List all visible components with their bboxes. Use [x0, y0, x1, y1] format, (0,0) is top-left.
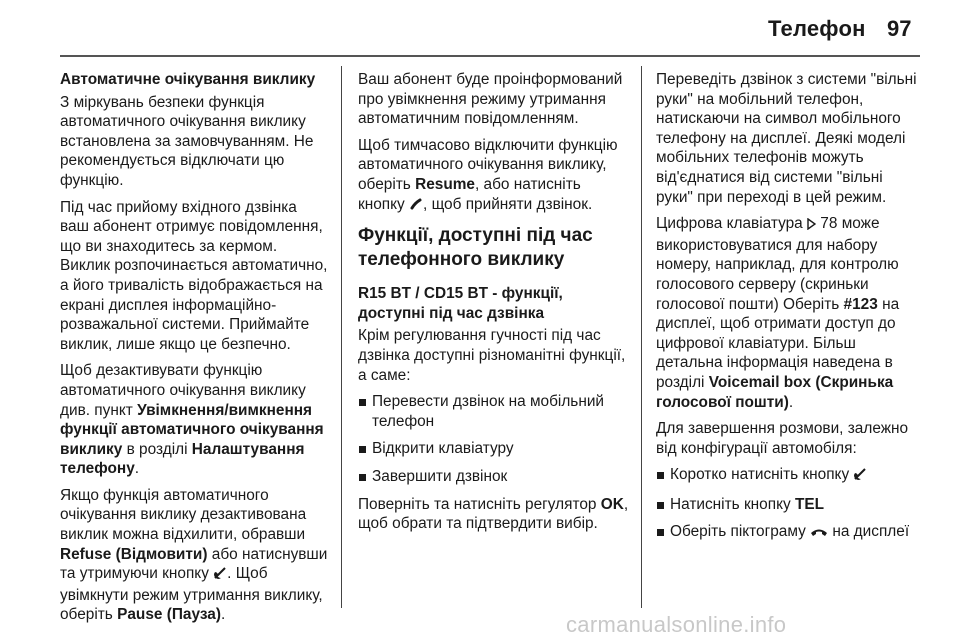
phone-hangup-icon: [213, 566, 227, 586]
list-item: Перевести дзвінок на мобільний телефон: [358, 392, 630, 431]
paragraph: Крім регулювання гучності під час дзвінка доступні різноманітні функції, а саме:: [358, 327, 626, 384]
paragraph: Для завершення розмови, залежно від конфігурації автомобіля:: [656, 420, 909, 457]
section-reference: Налаштування телефону: [60, 440, 305, 478]
page-reference: 78: [820, 215, 838, 233]
middle-column: [358, 70, 630, 541]
paragraph: Щоб тимчасово відключити функцію автоматичного очікування виклику, оберіть Resume, або натисніть кнопку , щоб прийняти дзвінок.: [358, 136, 630, 216]
bullet-list: [358, 392, 630, 486]
option-reference: #123: [843, 295, 878, 313]
header-divider: [60, 55, 920, 57]
page-number: 97: [887, 16, 912, 41]
sub-heading: R15 BT / CD15 BT - функції, доступні під час дзвінка: [358, 285, 563, 322]
paragraph: Поверніть та натисніть регулятор OK, щоб обрати та підтвердити вибір.: [358, 495, 629, 533]
list-item: Коротко натисніть кнопку: [656, 465, 922, 487]
paragraph: Якщо функція автоматичного очікування виклику дезактивована виклик можна відхилити, обравши Refuse (Відмовити) або натиснувши та утримуючи кнопку . Щоб увімкнути режим утримання виклику, оберіть Pause (Пауза).: [60, 486, 328, 624]
bullet-list: [656, 465, 922, 544]
phone-answer-icon: [409, 197, 423, 217]
section-reference: Voicemail box (Скринька голосової пошти): [656, 373, 894, 411]
list-item: Натисніть кнопку TEL: [656, 495, 922, 515]
option-reference: Resume: [415, 175, 475, 193]
option-reference: Pause (Пауза): [117, 606, 221, 624]
page-title: Телефон: [768, 16, 866, 41]
section-title: Функції, доступні під час телефонного виклику: [358, 225, 593, 271]
list-item: Відкрити клавіатуру: [358, 439, 630, 459]
menu-reference: Увімкнення/вимкнення функції автоматичного очікування виклику: [60, 401, 324, 458]
control-reference: OK: [600, 495, 624, 513]
handset-down-icon: [810, 524, 828, 544]
paragraph: З міркувань безпеки функція автоматичного очікування виклику встановлена за замовчуванням. Не рекомендується відключати цю функцію.: [60, 93, 314, 189]
paragraph: Переведіть дзвінок з системи "вільні руки" на мобільний телефон, натискаючи на символ мобільного телефону на дисплеї. Деякі моделі мобільних телефонів можуть від'єднатися від системи "вільні руки" при переході в цей режим.: [656, 71, 917, 206]
triangle-right-arrow-icon: [807, 216, 816, 236]
paragraph: Щоб дезактивувати функцію автоматичного очікування виклику див. пункт Увімкнення/вимкнення функції автоматичного очікування виклику в розділі Налаштування телефону.: [60, 362, 324, 478]
left-column: [60, 70, 328, 632]
paragraph: Ваш абонент буде проінформований про увімкнення режиму утримання автоматичним повідомленням.: [358, 71, 623, 128]
right-column: [656, 70, 922, 552]
button-reference: TEL: [794, 495, 825, 513]
list-item: Завершити дзвінок: [358, 467, 630, 487]
column-divider: [641, 66, 642, 608]
section-heading: Автоматичне очікування виклику: [60, 71, 316, 88]
watermark: carmanualsonline.info: [566, 612, 787, 637]
paragraph: Цифрова клавіатура 78 може використовуватися для набору номеру, наприклад, для контролю голосового серверу (скриньки голосової пошти) Оберіть #123 на дисплеї, щоб отримати доступ до цифрової клавіатури. Більш детальна інформація наведена в розділі Voicemail box (Скринька голосової пошти).: [656, 215, 900, 411]
paragraph: Під час прийому вхідного дзвінка ваш абонент отримує повідомлення, що ви знаходитесь за кермом. Виклик розпочинається автоматично, а його тривалість відображається на екрані дисплея інформаційно-розважальної системи. Приймайте виклик, лише якщо це безпечно.: [60, 198, 328, 353]
page-header: [0, 0, 960, 62]
column-divider: [341, 66, 342, 608]
phone-hangup-icon: [853, 467, 867, 487]
option-reference: Refuse (Відмовити): [60, 545, 208, 563]
list-item: Оберіть піктограму на дисплеї: [656, 522, 922, 544]
